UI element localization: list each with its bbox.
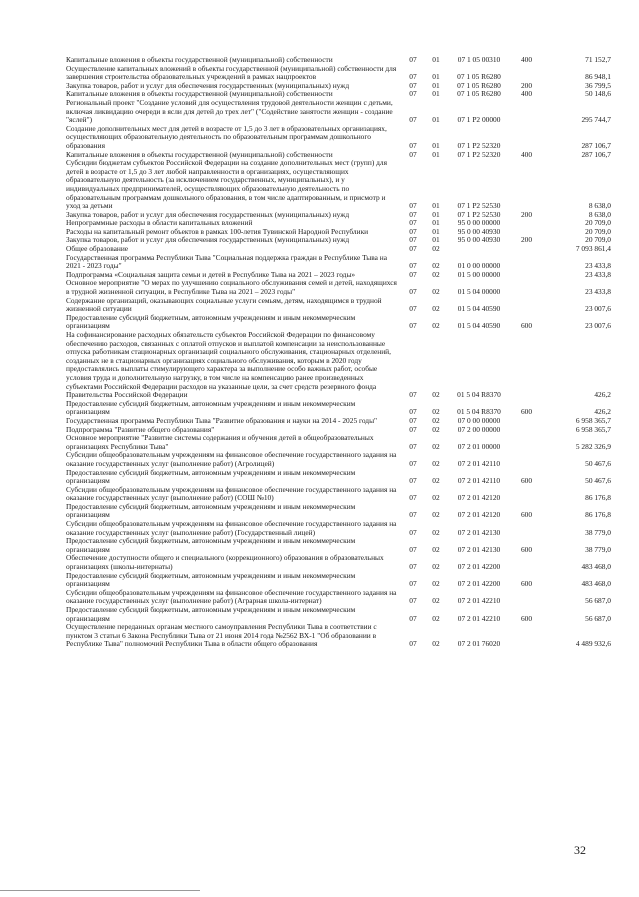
row-section: 07 xyxy=(409,80,417,90)
row-name: Субсидии общеобразовательным учреждениям на финансовое обеспечение государственного задания на оказание государственных услуг (выполнение работ) (Аграрная школа-интернат) xyxy=(66,587,397,606)
row-expense-type xyxy=(510,159,543,211)
row-name: Предоставление субсидий бюджетным, автономным учреждениям и иным некоммерческим организациям xyxy=(66,501,356,520)
row-amount: 86 948,1 xyxy=(585,72,611,82)
row-section: 07 xyxy=(409,476,417,486)
row-subsection: 01 xyxy=(432,149,440,159)
row-subsection: 02 xyxy=(432,424,440,434)
row-name: Закупка товаров, работ и услуг для обеспечения государственных (муниципальных) нужд xyxy=(66,209,350,219)
row-expense-type xyxy=(510,426,543,435)
row-target-item: 07 1 05 R6280 xyxy=(457,72,501,82)
row-name: Содержание организаций, оказывающих социальные услуги семьям, детям, находящимся в трудной жизненной ситуации xyxy=(66,295,382,314)
row-name: Осуществление переданных органам местного самоуправления Республики Тыва в соответствии с пунктом 3 статьи 6 Закона Республики Тыва от 21 июня 2014 года №2562 ВХ-1 "Об образовании в Республике Тыва" полномочий Республики Тыва в области общего образования xyxy=(66,622,377,649)
row-subsection: 01 xyxy=(432,89,440,99)
row-expense-type: 200 xyxy=(520,235,533,245)
row-expense-type xyxy=(510,520,543,537)
row-section: 07 xyxy=(409,269,417,279)
row-section: 07 xyxy=(409,115,417,125)
row-section: 07 xyxy=(409,390,417,400)
table-row xyxy=(66,125,611,151)
table-row xyxy=(66,331,611,400)
row-section: 07 xyxy=(409,562,417,572)
page-number: 32 xyxy=(574,843,586,857)
table-row xyxy=(66,469,611,486)
row-target-item: 07 2 01 42210 xyxy=(457,613,501,623)
row-subsection: 02 xyxy=(432,441,440,451)
row-expense-type xyxy=(510,219,543,228)
row-section: 07 xyxy=(409,544,417,554)
row-subsection: 01 xyxy=(432,226,440,236)
row-expense-type xyxy=(510,254,543,271)
row-section: 07 xyxy=(409,89,417,99)
row-name: Закупка товаров, работ и услуг для обеспечения государственных (муниципальных) нужд xyxy=(66,80,350,90)
row-amount: 23 433,8 xyxy=(585,269,611,279)
row-expense-type: 200 xyxy=(520,80,533,90)
footer-divider xyxy=(0,890,200,891)
row-section: 07 xyxy=(409,424,417,434)
row-expense-type: 400 xyxy=(520,55,533,64)
row-target-item: 01 5 04 40590 xyxy=(457,304,501,314)
row-target-item: 07 1 05 R6280 xyxy=(457,89,501,99)
row-subsection: 02 xyxy=(432,390,440,400)
row-expense-type xyxy=(510,297,543,314)
row-subsection: 02 xyxy=(432,261,440,271)
row-amount: 483 468,0 xyxy=(581,579,611,589)
row-name: Предоставление субсидий бюджетным, автономным учреждениям и иным некоммерческим организациям xyxy=(66,605,356,623)
row-subsection: 01 xyxy=(432,235,440,245)
row-expense-type: 600 xyxy=(520,476,533,486)
row-section: 07 xyxy=(409,287,417,297)
row-expense-type xyxy=(510,279,543,296)
row-target-item: 95 0 00 00000 xyxy=(457,218,501,228)
row-name: Капитальные вложения в объекты государственной (муниципальной) собственности xyxy=(66,55,333,64)
row-target-item: 01 5 04 00000 xyxy=(457,287,501,297)
table-row xyxy=(66,503,611,520)
row-subsection: 02 xyxy=(432,613,440,623)
row-subsection: 02 xyxy=(432,596,440,606)
row-section: 07 xyxy=(409,639,417,649)
row-amount: 38 779,0 xyxy=(585,527,611,537)
row-amount: 8 638,0 xyxy=(588,209,611,219)
row-section: 07 xyxy=(409,209,417,219)
row-amount: 20 709,0 xyxy=(585,235,611,245)
row-expense-type: 600 xyxy=(520,510,533,520)
row-expense-type xyxy=(510,271,543,280)
row-amount: 8 638,0 xyxy=(588,201,611,211)
row-amount: 38 779,0 xyxy=(585,544,611,554)
row-amount: 426,2 xyxy=(594,390,611,400)
row-expense-type: 600 xyxy=(520,321,533,331)
row-subsection: 01 xyxy=(432,201,440,211)
row-subsection: 02 xyxy=(432,527,440,537)
row-subsection: 02 xyxy=(432,321,440,331)
row-amount: 7 093 861,4 xyxy=(575,244,611,254)
row-amount: 5 282 326,9 xyxy=(575,441,611,451)
row-target-item: 07 2 01 42130 xyxy=(457,527,501,537)
row-section: 07 xyxy=(409,493,417,503)
row-expense-type: 400 xyxy=(520,89,533,99)
row-name: Предоставление субсидий бюджетным, автономным учреждениям и иным некоммерческим организациям xyxy=(66,312,356,331)
row-section: 07 xyxy=(409,613,417,623)
row-amount: 6 958 365,7 xyxy=(575,424,611,434)
table-row xyxy=(66,589,611,606)
row-name: Подпрограмма "Развитие общего образования" xyxy=(66,424,215,434)
row-name: Предоставление субсидий бюджетным, автономным учреждениям и иным некоммерческим организациям xyxy=(66,467,356,486)
row-expense-type xyxy=(510,417,543,426)
table-row xyxy=(66,606,611,623)
row-expense-type xyxy=(510,486,543,503)
row-subsection: 02 xyxy=(432,244,440,254)
row-target-item: 07 2 01 42120 xyxy=(457,493,501,503)
row-expense-type: 600 xyxy=(520,407,533,417)
budget-table-body xyxy=(66,56,611,649)
row-subsection: 02 xyxy=(432,269,440,279)
row-target-item: 07 2 01 42110 xyxy=(457,476,501,486)
row-name: Основное мероприятие "Развитие системы содержания и обучения детей в общеобразовательных организациях Республики Тыва" xyxy=(66,433,374,451)
row-target-item: 07 2 00 00000 xyxy=(457,424,501,434)
row-target-item: 01 0 00 00000 xyxy=(457,261,501,271)
row-section: 07 xyxy=(409,441,417,451)
row-subsection: 01 xyxy=(432,218,440,228)
row-amount: 36 799,5 xyxy=(585,80,611,90)
row-section: 07 xyxy=(409,149,417,159)
row-name: Капитальные вложения в объекты государственной (муниципальной) собственности xyxy=(66,149,333,159)
row-amount: 50 467,6 xyxy=(585,476,611,486)
row-section: 07 xyxy=(409,55,417,64)
row-subsection: 01 xyxy=(432,209,440,219)
table-row xyxy=(66,451,611,468)
row-section: 07 xyxy=(409,201,417,211)
row-expense-type xyxy=(510,589,543,606)
row-section: 07 xyxy=(409,235,417,245)
row-expense-type xyxy=(510,125,543,151)
row-amount: 50 467,6 xyxy=(585,458,611,468)
table-row xyxy=(66,297,611,314)
table-row xyxy=(66,554,611,571)
row-target-item: 07 1 P2 52530 xyxy=(457,209,501,219)
row-subsection: 02 xyxy=(432,562,440,572)
row-section: 07 xyxy=(409,226,417,236)
row-amount: 50 148,6 xyxy=(585,89,611,99)
table-row xyxy=(66,99,611,125)
row-amount: 295 744,7 xyxy=(581,115,611,125)
row-target-item: 07 1 05 R6280 xyxy=(457,80,501,90)
row-section: 07 xyxy=(409,527,417,537)
table-row xyxy=(66,434,611,451)
row-target-item: 07 2 01 76020 xyxy=(457,639,501,649)
table-row xyxy=(66,236,611,245)
table-row xyxy=(66,65,611,82)
table-row xyxy=(66,159,611,211)
row-name: Расходы на капитальный ремонт объектов в рамках 100-летия Тувинской Народной Республики xyxy=(66,226,369,236)
row-section: 07 xyxy=(409,218,417,228)
row-name: Осуществление капитальных вложений в объекты государственной (муниципальной) собственности для завершения строительства образовательных учреждений в рамках нацпроектов xyxy=(66,63,397,82)
row-name: Субсидии общеобразовательным учреждениям на финансовое обеспечение государственного задания на оказание государственных услуг (выполнение работ) (Агролицей) xyxy=(66,450,397,468)
row-section: 07 xyxy=(409,458,417,468)
row-section: 07 xyxy=(409,72,417,82)
row-target-item: 07 2 01 00000 xyxy=(457,441,501,451)
table-row xyxy=(66,279,611,296)
row-section: 07 xyxy=(409,304,417,314)
row-amount: 56 687,0 xyxy=(585,596,611,606)
row-name: Закупка товаров, работ и услуг для обеспечения государственных (муниципальных) нужд xyxy=(66,235,350,245)
row-target-item: 95 0 00 40930 xyxy=(457,235,501,245)
row-subsection: 02 xyxy=(432,415,440,425)
row-name: Региональный проект "Создание условий для осуществления трудовой деятельности женщин с детьми, включая ликвидацию очереди в ясли для детей до трех лет" ("Содействие занятости женщин - создание "яслей") xyxy=(66,97,393,125)
budget-table-page xyxy=(66,56,611,649)
row-expense-type: 600 xyxy=(520,579,533,589)
row-expense-type: 600 xyxy=(520,544,533,554)
row-subsection: 01 xyxy=(432,80,440,90)
row-target-item: 07 2 01 42130 xyxy=(457,544,501,554)
row-subsection: 02 xyxy=(432,287,440,297)
row-amount: 71 152,7 xyxy=(585,55,611,64)
row-target-item: 01 5 04 R8370 xyxy=(457,390,501,400)
row-subsection: 02 xyxy=(432,476,440,486)
row-section: 07 xyxy=(409,407,417,417)
row-expense-type xyxy=(510,554,543,571)
row-subsection: 01 xyxy=(432,115,440,125)
row-expense-type xyxy=(510,99,543,125)
row-target-item xyxy=(448,245,510,254)
row-section: 07 xyxy=(409,579,417,589)
row-amount: 6 958 365,7 xyxy=(575,415,611,425)
row-subsection: 02 xyxy=(432,407,440,417)
row-amount: 287 106,7 xyxy=(581,140,611,150)
table-row xyxy=(66,537,611,554)
row-expense-type xyxy=(510,623,543,649)
row-section: 07 xyxy=(409,415,417,425)
row-expense-type xyxy=(510,65,543,82)
row-subsection: 02 xyxy=(432,458,440,468)
table-row xyxy=(66,572,611,589)
row-name: Государственная программа Республики Тыва "Социальная поддержка граждан в Республике Тыва на 2021 - 2023 годы" xyxy=(66,252,387,271)
row-target-item: 07 2 01 42210 xyxy=(457,596,501,606)
row-name: Государственная программа Республики Тыва "Развитие образования и науки на 2014 - 2025 годы" xyxy=(66,415,378,425)
row-subsection: 02 xyxy=(432,544,440,554)
table-row xyxy=(66,400,611,417)
row-amount: 23 433,8 xyxy=(585,287,611,297)
row-target-item: 07 2 01 42200 xyxy=(457,579,501,589)
row-expense-type: 400 xyxy=(520,149,533,159)
row-target-item: 01 5 00 00000 xyxy=(457,269,501,279)
row-subsection: 02 xyxy=(432,510,440,520)
row-target-item: 07 2 01 42120 xyxy=(457,510,501,520)
row-name: Предоставление субсидий бюджетным, автономным учреждениям и иным некоммерческим организациям xyxy=(66,536,356,554)
row-name: Предоставление субсидий бюджетным, автономным учреждениям и иным некоммерческим организациям xyxy=(66,570,356,589)
row-target-item: 07 2 01 42200 xyxy=(457,562,501,572)
row-name: Предоставление субсидий бюджетным, автономным учреждениям и иным некоммерческим организациям xyxy=(66,398,356,417)
row-amount: 56 687,0 xyxy=(585,613,611,623)
row-expense-type xyxy=(510,434,543,451)
row-name: Основное мероприятие "О мерах по улучшению социального обслуживания семей и детей, находящихся в трудной жизненной ситуации, в Республике Тыва на 2021 – 2023 годы" xyxy=(66,278,397,297)
row-section: 07 xyxy=(409,596,417,606)
row-name: Непрограммные расходы в области капитальных вложений xyxy=(66,218,253,228)
row-section: 07 xyxy=(409,321,417,331)
row-amount: 4 489 932,6 xyxy=(575,639,611,649)
table-row xyxy=(66,314,611,331)
row-name: Субсидии общеобразовательным учреждениям на финансовое обеспечение государственного задания на оказание государственных услуг (выполнение работ) (Государственный лицей) xyxy=(66,519,397,537)
row-target-item: 01 5 04 R8370 xyxy=(457,407,501,417)
row-target-item: 95 0 00 40930 xyxy=(457,226,501,236)
row-amount: 426,2 xyxy=(594,407,611,417)
row-section: 07 xyxy=(409,140,417,150)
row-subsection: 01 xyxy=(432,72,440,82)
table-row xyxy=(66,486,611,503)
row-subsection: 01 xyxy=(432,55,440,64)
row-amount: 20 709,0 xyxy=(585,218,611,228)
row-subsection: 01 xyxy=(432,140,440,150)
row-subsection: 02 xyxy=(432,579,440,589)
row-subsection: 02 xyxy=(432,493,440,503)
row-name: Обеспечение доступности общего и специального (коррекционного) образования в образовательных организациях (школы-интернаты) xyxy=(66,553,384,572)
row-target-item: 07 1 P2 52320 xyxy=(457,140,501,150)
row-target-item: 07 1 P2 00000 xyxy=(457,115,501,125)
row-expense-type: 200 xyxy=(520,209,533,219)
row-target-item: 07 1 P2 52320 xyxy=(457,149,501,159)
row-amount: 20 709,0 xyxy=(585,226,611,236)
row-expense-type xyxy=(510,451,543,468)
row-target-item: 07 0 00 00000 xyxy=(457,415,501,425)
row-name: На софинансирование расходных обязательств субъектов Российской Федерации по финансовому обеспечению расходов, связанных с оплатой отпусков и выплатой компенсации за неиспользованные отпуска работникам стационарных организаций социального обслуживания, стационарных отделений, созданных не в стационарных организациях социального обслуживания, которым в 2020 году предоставлялись выплаты стимулирующего характера за выполнение особо важных работ, особые условия труда и дополнительную нагрузку, в том числе на компенсацию ранее произведенных субъектами Российской Федерации расходов на указанные цели, за счет средств резервного фонда Правительства Российской Федерации xyxy=(66,330,391,400)
row-amount: 86 176,8 xyxy=(585,510,611,520)
budget-table xyxy=(66,56,611,649)
table-row xyxy=(66,520,611,537)
row-amount: 23 007,6 xyxy=(585,304,611,314)
row-amount: 23 433,8 xyxy=(585,261,611,271)
row-target-item: 07 2 01 42110 xyxy=(457,458,501,468)
row-amount: 23 007,6 xyxy=(585,321,611,331)
row-target-item: 01 5 04 40590 xyxy=(457,321,501,331)
row-name: Субсидии бюджетам субъектов Российской Федерации на создание дополнительных мест (групп) для детей в возрасте от 1,5 до 3 лет любой направленности в организациях, осуществляющих образовательную деятельность (за исключением государственных, муниципальных), и у индивидуальных предпринимателей, осуществляющих образовательную деятельность по образовательным программам дошкольного образования, в том числе адаптированным, и присмотр и уход за детьми xyxy=(66,158,387,211)
row-expense-type: 600 xyxy=(520,613,533,623)
row-section: 07 xyxy=(409,261,417,271)
row-expense-type xyxy=(510,245,543,254)
row-name: Капитальные вложения в объекты государственной (муниципальной) собственности xyxy=(66,89,333,99)
row-name: Субсидии общеобразовательным учреждениям на финансовое обеспечение государственного задания на оказание государственных услуг (выполнение работ) (СОШ №10) xyxy=(66,484,397,503)
row-target-item: 07 1 05 00310 xyxy=(457,55,501,64)
table-row xyxy=(66,623,611,649)
row-amount: 86 176,8 xyxy=(585,493,611,503)
row-subsection: 02 xyxy=(432,304,440,314)
row-name: Создание дополнительных мест для детей в возрасте от 1,5 до 3 лет в образовательных организациях, осуществляющих образовательную деятельность по образовательным программам дошкольного образования xyxy=(66,123,387,150)
table-row xyxy=(66,254,611,271)
row-section: 07 xyxy=(409,244,417,254)
row-amount: 483 468,0 xyxy=(581,562,611,572)
row-expense-type xyxy=(510,331,543,400)
row-subsection: 02 xyxy=(432,639,440,649)
row-section: 07 xyxy=(409,510,417,520)
row-amount: 287 106,7 xyxy=(581,149,611,159)
row-name: Подпрограмма «Социальная защита семьи и детей в Республике Тыва на 2021 – 2023 годы» xyxy=(66,269,356,279)
row-target-item: 07 1 P2 52530 xyxy=(457,201,501,211)
row-name: Общее образование xyxy=(66,244,129,254)
